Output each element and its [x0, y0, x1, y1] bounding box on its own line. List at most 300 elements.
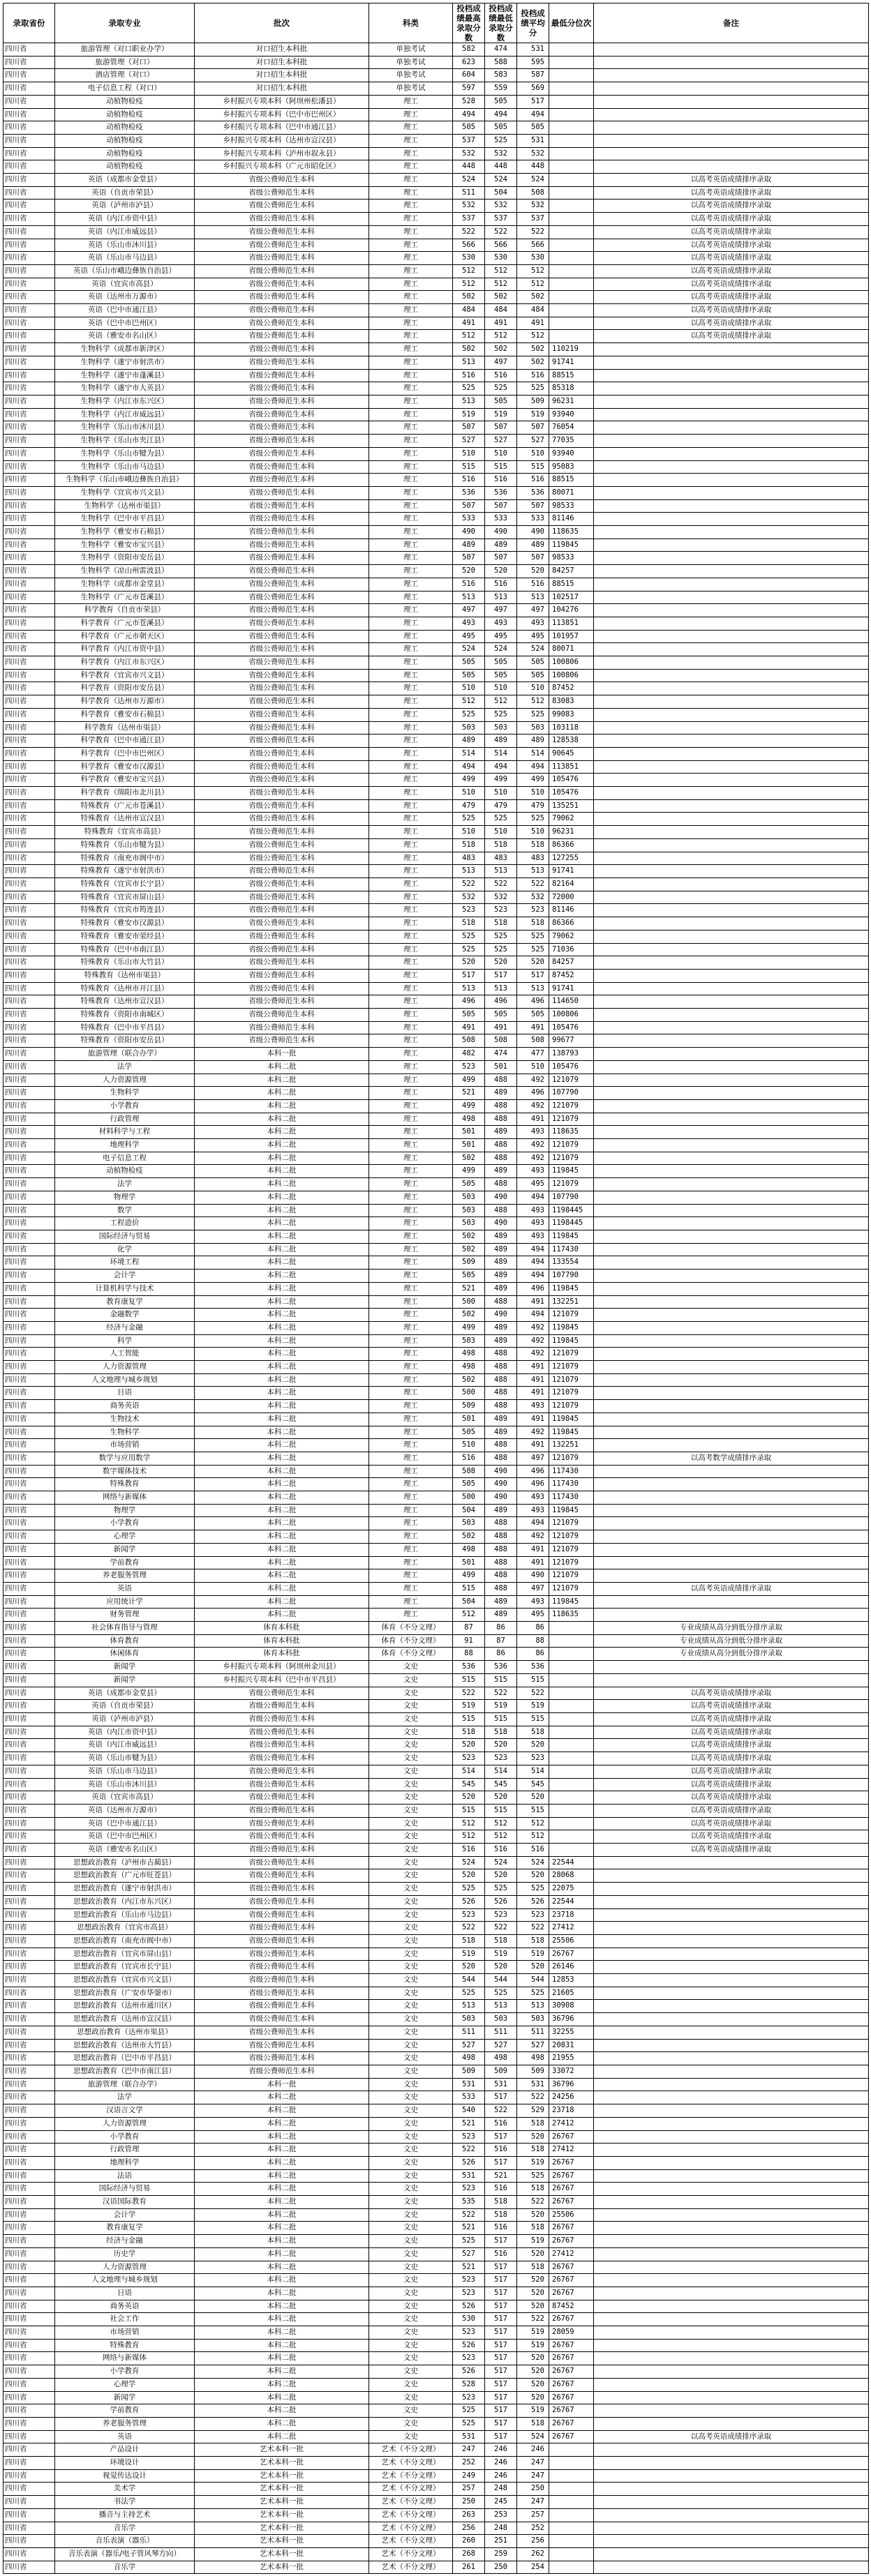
max-score-cell: 511 — [453, 2026, 485, 2039]
min-score-cell: 520 — [485, 956, 517, 970]
category-cell: 文史 — [369, 1713, 453, 1726]
min-score-cell: 502 — [485, 343, 517, 356]
table-row — [3, 1204, 869, 1217]
remarks-cell — [594, 356, 869, 369]
remarks-cell: 以高考英语成绩排序录取 — [594, 1713, 869, 1726]
remarks-cell — [594, 1282, 869, 1295]
max-score-cell: 528 — [453, 2378, 485, 2391]
max-score-cell: 528 — [453, 95, 485, 108]
remarks-cell: 以高考英语成绩排序录取 — [594, 174, 869, 187]
min-score-cell: 516 — [485, 369, 517, 382]
table-row — [3, 669, 869, 682]
avg-score-cell: 536 — [517, 1661, 549, 1674]
major-cell: 英语（泸州市泸县） — [55, 199, 195, 213]
batch-cell: 本科二批 — [195, 1256, 369, 1270]
min-score-cell: 489 — [485, 1087, 517, 1100]
avg-score-cell: 492 — [517, 1152, 549, 1165]
category-cell: 理工 — [369, 435, 453, 448]
min-rank-cell — [549, 69, 594, 82]
major-cell: 特殊教育（达州市宣汉县） — [55, 995, 195, 1009]
max-score-cell: 509 — [453, 1400, 485, 1413]
table-row — [3, 2144, 869, 2157]
avg-score-cell: 497 — [517, 1452, 549, 1465]
min-score-cell: 524 — [485, 174, 517, 187]
avg-score-cell: 510 — [517, 1060, 549, 1074]
major-cell: 英语（巴中市巴州区） — [55, 1830, 195, 1844]
min-score-cell: 516 — [485, 474, 517, 487]
table-row — [3, 2365, 869, 2379]
table-row — [3, 2039, 869, 2052]
batch-cell: 省级公费师范生本科 — [195, 330, 369, 343]
remarks-cell: 以高考英语成绩排序录取 — [594, 2430, 869, 2443]
province-cell: 四川省 — [3, 435, 55, 448]
province-cell: 四川省 — [3, 1426, 55, 1439]
remarks-cell — [594, 121, 869, 135]
max-score-cell: 512 — [453, 1830, 485, 1844]
min-rank-cell — [549, 108, 594, 121]
table-row — [3, 2078, 869, 2091]
avg-score-cell: 520 — [517, 2130, 549, 2144]
avg-score-cell: 520 — [517, 1739, 549, 1752]
batch-cell: 本科二批 — [195, 2156, 369, 2169]
min-rank-cell — [549, 134, 594, 147]
max-score-cell: 515 — [453, 1804, 485, 1817]
remarks-cell — [594, 1087, 869, 1100]
max-score-cell: 260 — [453, 2535, 485, 2548]
max-score-cell: 510 — [453, 447, 485, 460]
max-score-cell: 509 — [453, 2065, 485, 2078]
table-row — [3, 1987, 869, 2000]
batch-cell: 省级公费师范生本科 — [195, 708, 369, 721]
table-row — [3, 1126, 869, 1139]
province-cell: 四川省 — [3, 2469, 55, 2483]
min-score-cell: 516 — [485, 1844, 517, 1857]
major-cell: 科学教育（内江市东兴区） — [55, 656, 195, 670]
min-rank-cell: 117430 — [549, 1478, 594, 1491]
major-cell: 人工智能 — [55, 1348, 195, 1361]
avg-score-cell: 532 — [517, 147, 549, 160]
remarks-cell — [594, 1908, 869, 1922]
major-cell: 财务管理 — [55, 1609, 195, 1622]
min-rank-cell: 118635 — [549, 526, 594, 539]
remarks-cell — [594, 1034, 869, 1048]
remarks-cell — [594, 747, 869, 760]
major-cell: 视觉传达设计 — [55, 2469, 195, 2483]
min-rank-cell: 107790 — [549, 1087, 594, 1100]
category-cell: 理工 — [369, 735, 453, 748]
max-score-cell: 513 — [453, 982, 485, 995]
table-row — [3, 552, 869, 565]
batch-cell: 乡村振兴专项本科（巴中市巴州区） — [195, 108, 369, 121]
avg-score-cell: 493 — [517, 1126, 549, 1139]
remarks-cell — [594, 1934, 869, 1948]
major-cell: 旅游管理（联合办学） — [55, 2078, 195, 2091]
remarks-cell — [594, 435, 869, 448]
category-cell: 文史 — [369, 1687, 453, 1700]
avg-score-cell: 525 — [517, 930, 549, 943]
min-rank-cell: 95083 — [549, 460, 594, 474]
major-cell: 生物科学（资阳市安岳县） — [55, 552, 195, 565]
major-cell: 国际经济与贸易 — [55, 1230, 195, 1243]
remarks-cell — [594, 1556, 869, 1569]
min-score-cell: 488 — [485, 1204, 517, 1217]
province-cell: 四川省 — [3, 1817, 55, 1830]
remarks-cell — [594, 1217, 869, 1230]
avg-score-cell: 519 — [517, 2156, 549, 2169]
major-cell: 科学 — [55, 1334, 195, 1348]
avg-score-cell: 88 — [517, 1634, 549, 1648]
category-cell: 理工 — [369, 1178, 453, 1191]
batch-cell: 省级公费师范生本科 — [195, 382, 369, 396]
remarks-cell — [594, 643, 869, 656]
batch-cell: 省级公费师范生本科 — [195, 1856, 369, 1869]
major-cell: 法学 — [55, 1060, 195, 1074]
table-row — [3, 1961, 869, 1974]
category-cell: 理工 — [369, 213, 453, 226]
province-cell: 四川省 — [3, 513, 55, 526]
min-score-cell: 488 — [485, 1387, 517, 1400]
province-cell: 四川省 — [3, 1791, 55, 1805]
province-cell: 四川省 — [3, 1113, 55, 1126]
remarks-cell — [594, 2483, 869, 2496]
avg-score-cell: 524 — [517, 2430, 549, 2443]
table-row — [3, 2052, 869, 2065]
remarks-cell: 专业成绩从高分到低分排序录取 — [594, 1622, 869, 1635]
max-score-cell: 498 — [453, 1543, 485, 1556]
major-cell: 思想政治教育（宜宾市长宁县） — [55, 1961, 195, 1974]
province-cell: 四川省 — [3, 982, 55, 995]
table-row — [3, 721, 869, 735]
avg-score-cell: 256 — [517, 2535, 549, 2548]
max-score-cell: 519 — [453, 408, 485, 421]
avg-score-cell: 520 — [517, 2365, 549, 2379]
max-score-cell: 499 — [453, 1074, 485, 1087]
table-row — [3, 291, 869, 304]
province-cell: 四川省 — [3, 538, 55, 552]
category-cell: 文史 — [369, 2039, 453, 2052]
min-rank-cell — [549, 252, 594, 265]
table-row — [3, 1543, 869, 1556]
category-cell: 理工 — [369, 199, 453, 213]
category-cell: 文史 — [369, 2222, 453, 2235]
category-cell: 理工 — [369, 1504, 453, 1517]
table-row — [3, 421, 869, 435]
province-cell: 四川省 — [3, 1452, 55, 1465]
remarks-cell — [594, 2274, 869, 2287]
category-cell: 文史 — [369, 2274, 453, 2287]
min-score-cell: 516 — [485, 2247, 517, 2261]
batch-cell: 省级公费师范生本科 — [195, 421, 369, 435]
max-score-cell: 498 — [453, 1348, 485, 1361]
table-row — [3, 1465, 869, 1478]
category-cell: 理工 — [369, 538, 453, 552]
major-cell: 生物科学（遂宁市大英县） — [55, 382, 195, 396]
min-score-cell: 507 — [485, 499, 517, 513]
province-cell: 四川省 — [3, 252, 55, 265]
max-score-cell: 525 — [453, 382, 485, 396]
major-cell: 思想政治教育（遂宁市射洪市） — [55, 1883, 195, 1896]
batch-cell: 本科二批 — [195, 2339, 369, 2352]
province-cell: 四川省 — [3, 1373, 55, 1387]
province-cell: 四川省 — [3, 2065, 55, 2078]
max-score-cell: 525 — [453, 813, 485, 826]
batch-cell: 省级公费师范生本科 — [195, 1009, 369, 1022]
remarks-cell — [594, 2144, 869, 2157]
major-cell: 生物科学（广元市苍溪县） — [55, 591, 195, 604]
batch-cell: 省级公费师范生本科 — [195, 1961, 369, 1974]
min-rank-cell: 26767 — [549, 2235, 594, 2248]
remarks-cell — [594, 1595, 869, 1609]
min-rank-cell: 121079 — [549, 1152, 594, 1165]
table-row — [3, 2313, 869, 2326]
min-rank-cell — [549, 291, 594, 304]
remarks-cell — [594, 382, 869, 396]
major-cell: 社会体育指导与管理 — [55, 1622, 195, 1635]
min-rank-cell: 26767 — [549, 2261, 594, 2274]
min-rank-cell: 27412 — [549, 1922, 594, 1935]
batch-cell: 本科二批 — [195, 2196, 369, 2209]
table-header — [3, 3, 869, 43]
table-row — [3, 264, 869, 278]
table-row — [3, 2548, 869, 2561]
remarks-cell — [594, 682, 869, 695]
min-score-cell: 474 — [485, 43, 517, 57]
min-rank-cell — [549, 2483, 594, 2496]
batch-cell: 省级公费师范生本科 — [195, 1726, 369, 1739]
major-cell: 音乐学 — [55, 2522, 195, 2535]
batch-cell: 省级公费师范生本科 — [195, 538, 369, 552]
avg-score-cell: 502 — [517, 343, 549, 356]
min-rank-cell: 132251 — [549, 1295, 594, 1309]
min-score-cell: 517 — [485, 969, 517, 982]
min-score-cell: 559 — [485, 82, 517, 96]
batch-cell: 本科一批 — [195, 2078, 369, 2091]
major-cell: 英语（达州市万源市） — [55, 291, 195, 304]
category-cell: 理工 — [369, 1191, 453, 1204]
min-score-cell: 520 — [485, 565, 517, 578]
avg-score-cell: 525 — [517, 382, 549, 396]
province-cell: 四川省 — [3, 1309, 55, 1322]
remarks-cell — [594, 1387, 869, 1400]
remarks-cell — [594, 1348, 869, 1361]
min-score-cell: 503 — [485, 2013, 517, 2026]
batch-cell: 省级公费师范生本科 — [195, 578, 369, 591]
max-score-cell: 531 — [453, 2078, 485, 2091]
major-cell: 工程造价 — [55, 1217, 195, 1230]
remarks-cell — [594, 708, 869, 721]
min-rank-cell: 100806 — [549, 669, 594, 682]
min-rank-cell: 119845 — [549, 1426, 594, 1439]
major-cell: 生物科学（雅安市宝兴县） — [55, 538, 195, 552]
min-score-cell: 510 — [485, 826, 517, 839]
min-rank-cell: 26767 — [549, 2391, 594, 2404]
header-major: 录取专业 — [55, 3, 195, 43]
avg-score-cell: 520 — [517, 1791, 549, 1805]
remarks-cell: 以高考英语成绩排序录取 — [594, 1844, 869, 1857]
min-rank-cell — [549, 1700, 594, 1713]
remarks-cell — [594, 2287, 869, 2300]
batch-cell: 本科二批 — [195, 1087, 369, 1100]
max-score-cell: 523 — [453, 1908, 485, 1922]
min-rank-cell: 22075 — [549, 1883, 594, 1896]
min-rank-cell: 80071 — [549, 486, 594, 499]
batch-cell: 省级公费师范生本科 — [195, 1700, 369, 1713]
min-rank-cell: 27412 — [549, 2144, 594, 2157]
table-row — [3, 1739, 869, 1752]
max-score-cell: 502 — [453, 1152, 485, 1165]
min-rank-cell: 117430 — [549, 1465, 594, 1478]
min-score-cell: 246 — [485, 2457, 517, 2470]
max-score-cell: 519 — [453, 1948, 485, 1961]
min-score-cell: 248 — [485, 2483, 517, 2496]
batch-cell: 艺术本科一批 — [195, 2535, 369, 2548]
major-cell: 历史学 — [55, 2247, 195, 2261]
category-cell: 理工 — [369, 1452, 453, 1465]
major-cell: 思想政治教育（乐山市马边县） — [55, 1908, 195, 1922]
category-cell: 理工 — [369, 264, 453, 278]
remarks-cell: 以高考英语成绩排序录取 — [594, 1830, 869, 1844]
min-score-cell: 517 — [485, 2391, 517, 2404]
major-cell: 小学教育 — [55, 2365, 195, 2379]
avg-score-cell: 514 — [517, 1765, 549, 1778]
min-score-cell: 87 — [485, 1634, 517, 1648]
table-row — [3, 1517, 869, 1530]
min-score-cell: 517 — [485, 2235, 517, 2248]
min-score-cell: 510 — [485, 682, 517, 695]
table-row — [3, 852, 869, 865]
category-cell: 理工 — [369, 617, 453, 630]
major-cell: 动植物检疫 — [55, 160, 195, 174]
province-cell: 四川省 — [3, 382, 55, 396]
major-cell: 数学与应用数学 — [55, 1452, 195, 1465]
max-score-cell: 507 — [453, 421, 485, 435]
province-cell: 四川省 — [3, 1908, 55, 1922]
remarks-cell — [594, 669, 869, 682]
min-rank-cell — [549, 304, 594, 317]
remarks-cell — [594, 2352, 869, 2365]
min-score-cell: 489 — [485, 1282, 517, 1295]
category-cell: 文史 — [369, 1739, 453, 1752]
category-cell: 理工 — [369, 1413, 453, 1426]
major-cell: 生物科学（乐山市峨边彝族自治县） — [55, 474, 195, 487]
table-row — [3, 1830, 869, 1844]
batch-cell: 省级公费师范生本科 — [195, 630, 369, 643]
min-rank-cell: 27412 — [549, 2117, 594, 2130]
avg-score-cell: 493 — [517, 1204, 549, 1217]
table-row — [3, 213, 869, 226]
min-rank-cell: 119845 — [549, 1334, 594, 1348]
category-cell: 理工 — [369, 486, 453, 499]
major-cell: 思想政治教育（达州市渠县） — [55, 2026, 195, 2039]
avg-score-cell: 520 — [517, 2352, 549, 2365]
category-cell: 理工 — [369, 174, 453, 187]
table-row — [3, 369, 869, 382]
batch-cell: 省级公费师范生本科 — [195, 930, 369, 943]
remarks-cell — [594, 2222, 869, 2235]
header-min-score: 投档成绩最低录取分数 — [485, 3, 517, 43]
min-score-cell: 489 — [485, 1426, 517, 1439]
batch-cell: 本科二批 — [195, 2378, 369, 2391]
table-row — [3, 2247, 869, 2261]
avg-score-cell: 513 — [517, 591, 549, 604]
table-row — [3, 2208, 869, 2222]
category-cell: 艺术（不分文理） — [369, 2469, 453, 2483]
avg-score-cell: 530 — [517, 252, 549, 265]
remarks-cell: 以高考英语成绩排序录取 — [594, 264, 869, 278]
major-cell: 生物科学（乐山市沐川县） — [55, 421, 195, 435]
min-rank-cell: 82164 — [549, 878, 594, 891]
batch-cell: 省级公费师范生本科 — [195, 878, 369, 891]
major-cell: 会计学 — [55, 2208, 195, 2222]
category-cell: 理工 — [369, 865, 453, 878]
batch-cell: 省级公费师范生本科 — [195, 526, 369, 539]
batch-cell: 本科二批 — [195, 1099, 369, 1113]
min-score-cell: 489 — [485, 1504, 517, 1517]
min-score-cell: 251 — [485, 2535, 517, 2548]
province-cell: 四川省 — [3, 2313, 55, 2326]
major-cell: 生物科学（凉山州雷波县） — [55, 565, 195, 578]
remarks-cell — [594, 1060, 869, 1074]
max-score-cell: 525 — [453, 2417, 485, 2430]
min-rank-cell: 81146 — [549, 513, 594, 526]
min-score-cell: 488 — [485, 1099, 517, 1113]
batch-cell: 省级公费师范生本科 — [195, 486, 369, 499]
avg-score-cell: 515 — [517, 1804, 549, 1817]
min-score-cell: 522 — [485, 2104, 517, 2118]
max-score-cell: 503 — [453, 1517, 485, 1530]
min-rank-cell: 119845 — [549, 1595, 594, 1609]
major-cell: 特殊教育（雅安市荥经县） — [55, 930, 195, 943]
table-row — [3, 682, 869, 695]
table-row — [3, 1087, 869, 1100]
province-cell: 四川省 — [3, 1556, 55, 1569]
remarks-cell: 以高考英语成绩排序录取 — [594, 278, 869, 291]
table-row — [3, 435, 869, 448]
max-score-cell: 502 — [453, 343, 485, 356]
province-cell: 四川省 — [3, 499, 55, 513]
table-row — [3, 1556, 869, 1569]
max-score-cell: 532 — [453, 147, 485, 160]
remarks-cell — [594, 956, 869, 970]
min-score-cell: 532 — [485, 891, 517, 904]
major-cell: 美术学 — [55, 2483, 195, 2496]
max-score-cell: 493 — [453, 617, 485, 630]
min-score-cell: 498 — [485, 2052, 517, 2065]
table-row — [3, 2496, 869, 2509]
max-score-cell: 523 — [453, 1060, 485, 1074]
min-rank-cell: 30908 — [549, 2000, 594, 2013]
remarks-cell: 以高考英语成绩排序录取 — [594, 186, 869, 199]
major-cell: 思想政治教育（巴中市南江县） — [55, 2065, 195, 2078]
max-score-cell: 520 — [453, 1961, 485, 1974]
major-cell: 英语（雅安市名山区） — [55, 1844, 195, 1857]
remarks-cell — [594, 2391, 869, 2404]
min-rank-cell — [549, 1778, 594, 1791]
major-cell: 应用统计学 — [55, 1595, 195, 1609]
min-rank-cell — [549, 278, 594, 291]
min-score-cell: 491 — [485, 317, 517, 330]
min-score-cell: 488 — [485, 1582, 517, 1595]
avg-score-cell: 490 — [517, 526, 549, 539]
province-cell: 四川省 — [3, 2156, 55, 2169]
min-score-cell: 518 — [485, 2196, 517, 2209]
province-cell: 四川省 — [3, 630, 55, 643]
min-score-cell: 488 — [485, 1452, 517, 1465]
province-cell: 四川省 — [3, 643, 55, 656]
min-score-cell: 512 — [485, 1830, 517, 1844]
min-rank-cell: 121079 — [549, 1387, 594, 1400]
remarks-cell — [594, 878, 869, 891]
